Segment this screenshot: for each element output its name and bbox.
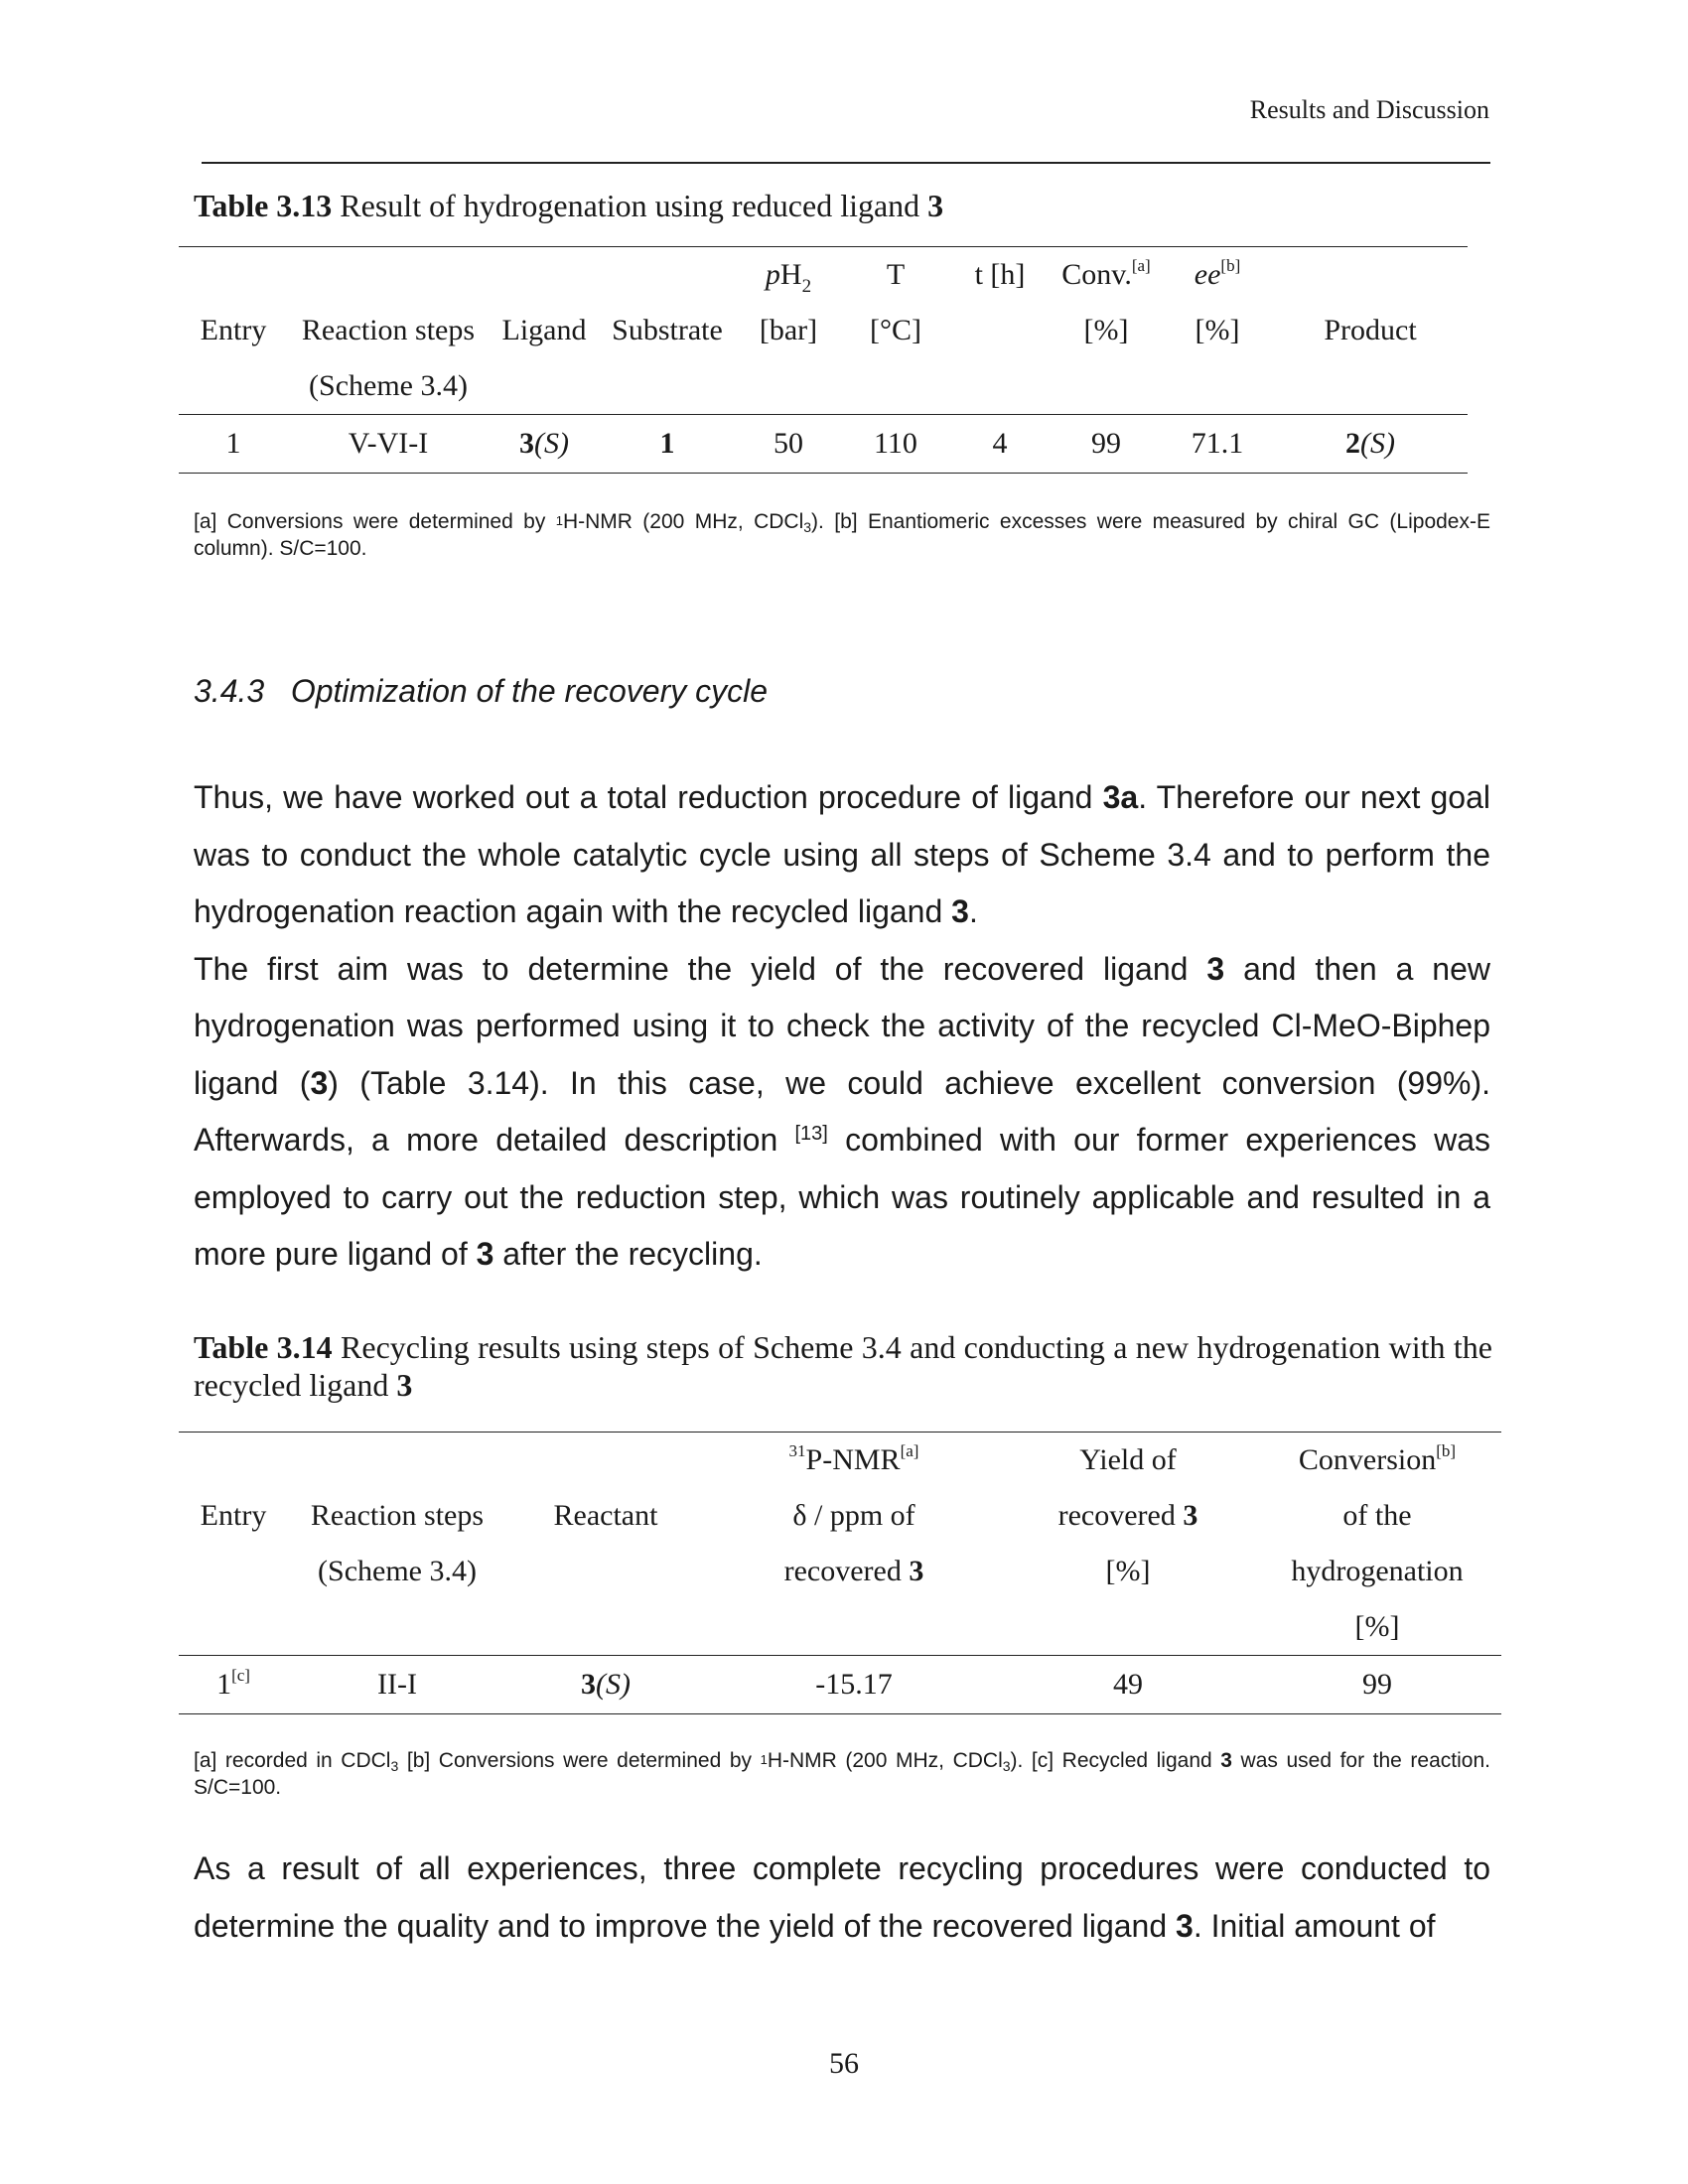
table-header-row: [179, 358, 1468, 415]
cell-entry: 1[c]: [179, 1656, 288, 1714]
caption-text: Recycling results using steps of Scheme 3.4 and conducting a new hydrogenation with the recycled ligand: [194, 1329, 1492, 1403]
table-3-13-footnote: [a] Conversions were determined by $^1$H-NMR (200 MHz, CDCl$_3$). [b] Enantiomeric excesses were measured by chiral GC (Lipodex-E column). S/C=100.: [194, 510, 1490, 560]
cell-reaction-steps: II-I: [288, 1656, 506, 1714]
table-header-row: [179, 1544, 1501, 1599]
header-scheme: (Scheme 3.4): [318, 1555, 477, 1587]
cell-reaction-steps: V-VI-I: [288, 415, 489, 474]
table-3-14-caption: [194, 1328, 1492, 1404]
header-bar-unit: [bar]: [759, 314, 818, 346]
header-entry: Entry: [200, 314, 267, 346]
table-3-13-caption: [194, 187, 1087, 224]
cell-substrate: 1: [600, 415, 735, 474]
body-paragraph: Thus, we have worked out a total reduction procedure of ligand 3a. Therefore our next goal was to conduct the whole catalytic cycle using all steps of Scheme 3.4 and to perform the hydrogenation reaction again with the recycled ligand 3. The first aim was to determine the yield of the recovered ligand 3 and then a new hydrogenation was performed using it to check the activity of the recycled Cl-MeO-Biphep ligand (3) (Table 3.14). In this case, we could achieve excellent conversion (99%). Afterwards, a more detailed description [13] combined with our former experiences was employed to carry out the reduction step, which was routinely applicable and resulted in a more pure ligand of 3 after the recycling.: [194, 779, 1491, 1272]
cell-ligand: 3(S): [489, 415, 600, 474]
header-percent-unit: [%]: [1083, 314, 1129, 346]
header-entry: Entry: [200, 1499, 267, 1532]
body-paragraph: As a result of all experiences, three complete recycling procedures were conducted to determine the quality and to improve the yield of the recovered ligand 3. Initial amount of: [194, 1850, 1490, 1944]
table-header-row: [179, 247, 1468, 304]
header-ligand: Ligand: [501, 314, 587, 346]
table-row: [179, 1656, 1501, 1714]
header-reaction-steps: Reaction steps: [301, 314, 476, 346]
header-substrate: Substrate: [612, 314, 723, 346]
header-time: t [h]: [974, 258, 1026, 291]
page-number: 56: [829, 2047, 859, 2080]
header-percent-unit: [%]: [1195, 314, 1240, 346]
header-conversion: Conv.[a]: [1061, 256, 1151, 291]
header-hydrogenation: hydrogenation: [1291, 1555, 1464, 1587]
header-of-the: of the: [1342, 1499, 1412, 1532]
header-temperature: T: [886, 258, 906, 291]
header-degc-unit: [°C]: [870, 314, 921, 346]
cell-ph2: 50: [735, 415, 842, 474]
header-delta-ppm: δ / ppm of: [792, 1499, 915, 1532]
cell-conversion: 99: [1253, 1656, 1501, 1714]
section-heading: 3.4.3 Optimization of the recovery cycle: [194, 673, 769, 709]
table-header-row: [179, 303, 1468, 358]
header-recovered: recovered 3: [783, 1555, 924, 1587]
table-3-13: [179, 246, 1468, 474]
table-header-row: [179, 1599, 1501, 1656]
header-reactant: Reactant: [553, 1499, 658, 1532]
caption-text: Result of hydrogenation using reduced ligand: [332, 188, 928, 223]
header-conversion: Conversion[b]: [1298, 1441, 1457, 1476]
cell-nmr: -15.17: [705, 1656, 1003, 1714]
header-percent-unit: [%]: [1354, 1610, 1400, 1643]
header-rule: [202, 162, 1490, 164]
table-header-row: [179, 1433, 1501, 1489]
header-31p-nmr: $^{31}$P-NMR[a]: [788, 1441, 919, 1476]
table-header-row: [179, 1488, 1501, 1544]
cell-ee: 71.1: [1162, 415, 1273, 474]
caption-ligand: 3: [396, 1367, 413, 1403]
citation-ref: [13]: [794, 1123, 828, 1145]
table-3-14-footnote: [a] recorded in CDCl$_3$ [b] Conversions were determined by $^1$H-NMR (200 MHz, CDCl$_3$). [c] Recycled ligand 3 was used for the reaction. S/C=100.: [194, 1749, 1490, 1799]
header-ee: ee[b]: [1194, 256, 1241, 291]
header-percent-unit: [%]: [1105, 1555, 1151, 1587]
header-yield: Yield of: [1079, 1443, 1177, 1476]
table-3-14: [179, 1432, 1501, 1714]
cell-conversion: 99: [1051, 415, 1162, 474]
header-ph2: $pH_2$: [765, 258, 812, 297]
cell-time: 4: [949, 415, 1051, 474]
header-recovered: recovered 3: [1057, 1499, 1198, 1532]
cell-entry: 1: [179, 415, 288, 474]
running-header: Results and Discussion: [1249, 95, 1489, 124]
caption-label: Table 3.13: [194, 188, 333, 223]
caption-ligand: 3: [927, 188, 944, 223]
header-scheme: (Scheme 3.4): [309, 369, 468, 402]
header-product: Product: [1324, 314, 1417, 346]
cell-product: 2(S): [1273, 415, 1468, 474]
caption-label: Table 3.14: [194, 1329, 333, 1365]
cell-reactant: 3(S): [506, 1656, 705, 1714]
table-row: [179, 415, 1468, 474]
cell-yield: 49: [1003, 1656, 1253, 1714]
header-reaction-steps: Reaction steps: [310, 1499, 485, 1532]
cell-temperature: 110: [842, 415, 949, 474]
